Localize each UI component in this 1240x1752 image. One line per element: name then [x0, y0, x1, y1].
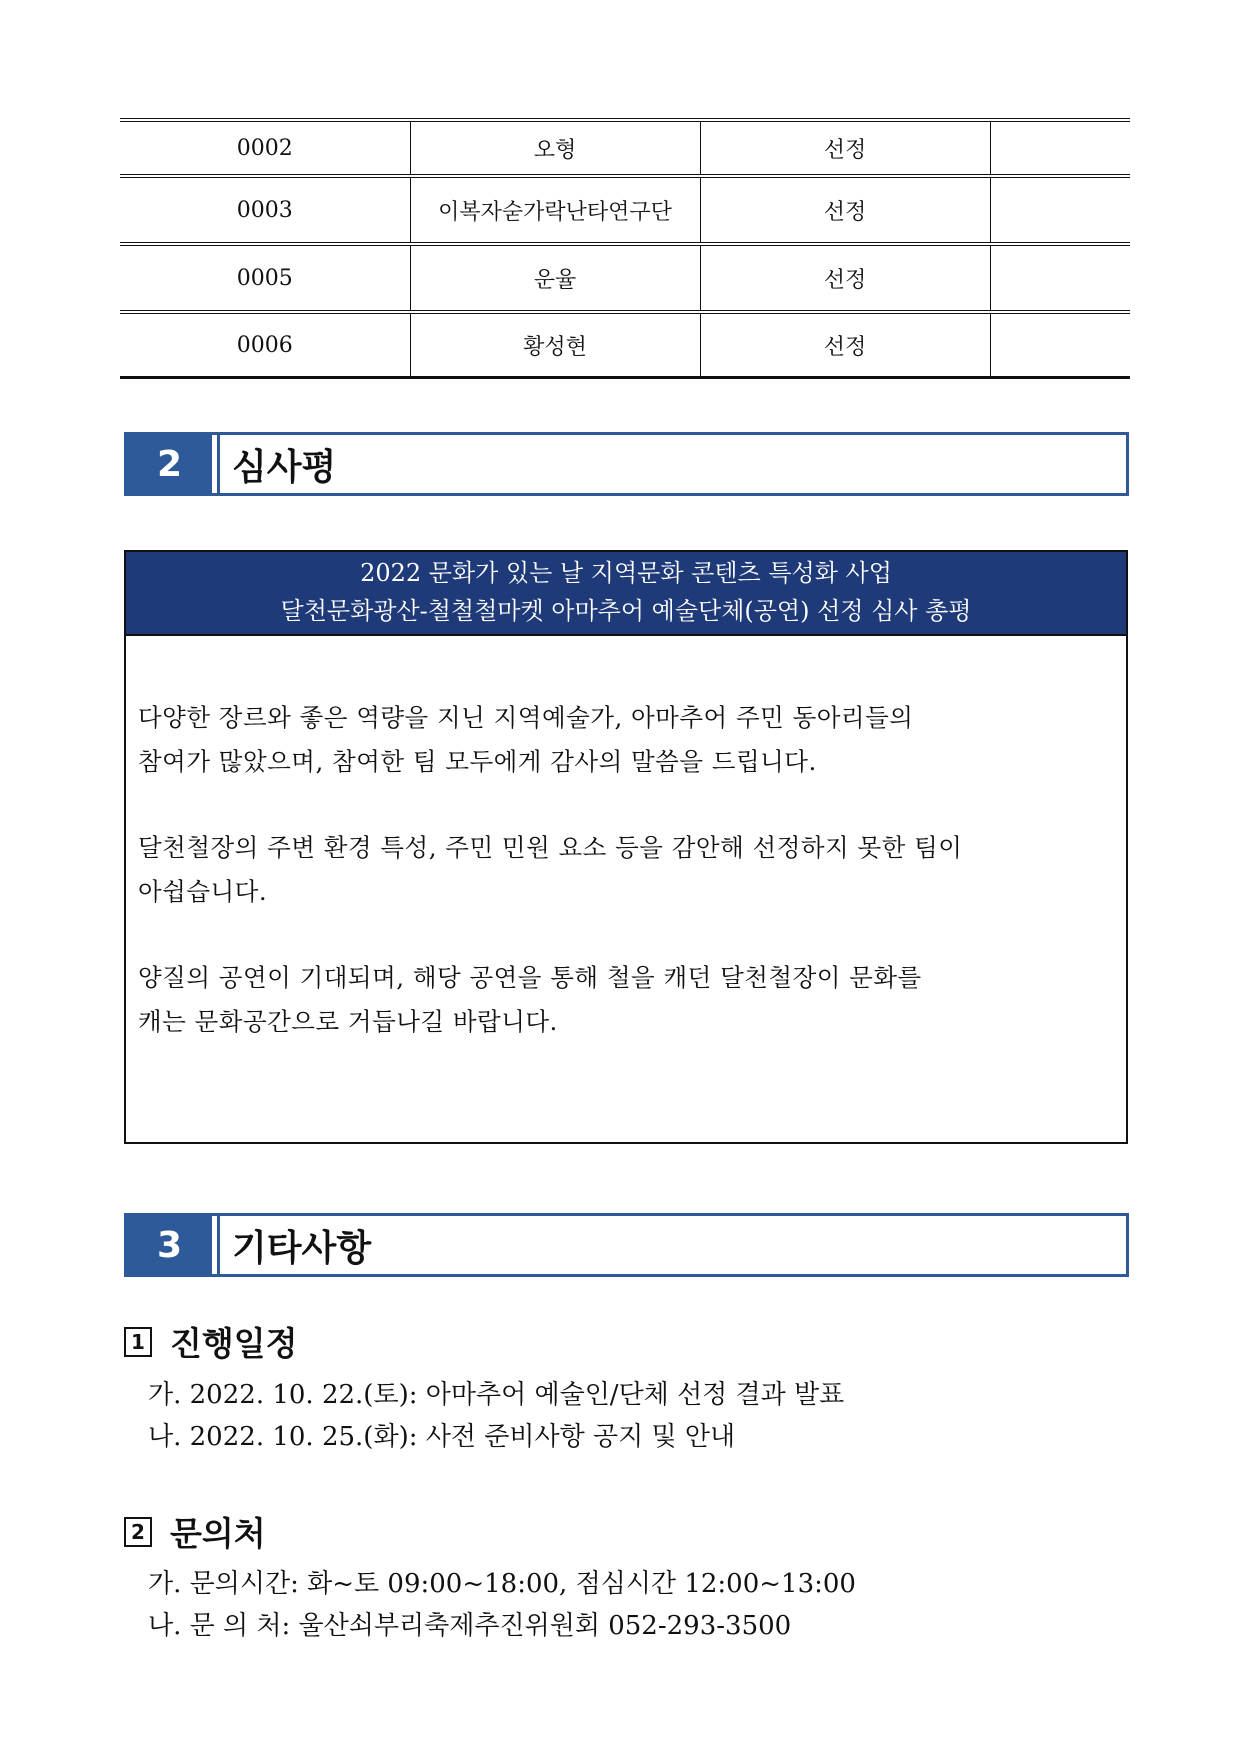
section-title: 심사평: [217, 435, 1126, 493]
subsection-title: 진행일정: [170, 1324, 298, 1363]
schedule-list: [148, 1374, 844, 1458]
review-line: 캐는 문화공간으로 거듭나길 바랍니다.: [138, 1007, 558, 1036]
section-title: 기타사항: [217, 1216, 1126, 1274]
review-paragraph: [138, 956, 1112, 1044]
review-body: [126, 636, 1126, 1044]
list-item: 가. 2022. 10. 22.(토): 아마추어 예술인/단체 선정 결과 발표: [148, 1380, 845, 1410]
subsection-schedule-title: [124, 1318, 298, 1365]
contact-list: [148, 1563, 856, 1647]
review-line: 달천철장의 주변 환경 특성, 주민 민원 요소 등을 감안해 선정하지 못한 팀이: [138, 833, 963, 862]
boxed-number: 1: [124, 1327, 152, 1357]
applicant-name: 황성현: [410, 312, 700, 378]
applicant-name: 오형: [410, 120, 700, 176]
list-item: 나. 문 의 처: 울산쇠부리축제추진위원회 052-293-3500: [148, 1611, 792, 1641]
section-header-other: [124, 1213, 1129, 1277]
note-cell: [990, 312, 1130, 378]
applicant-number: 0002: [120, 120, 410, 176]
selection-result: 선정: [700, 312, 990, 378]
section-number: 2: [127, 435, 212, 493]
table-row: [120, 176, 1130, 244]
applicant-name: 이복자숟가락난타연구단: [410, 176, 700, 244]
review-line: 다양한 장르와 좋은 역량을 지닌 지역예술가, 아마추어 주민 동아리들의: [138, 703, 914, 732]
review-heading-line: 2022 문화가 있는 날 지역문화 콘텐츠 특성화 사업: [360, 559, 892, 587]
table-row: [120, 244, 1130, 312]
selection-result: 선정: [700, 244, 990, 312]
applicant-name: 운율: [410, 244, 700, 312]
boxed-number: 2: [124, 1517, 152, 1547]
review-line: 아쉽습니다.: [138, 877, 268, 906]
subsection-contact-title: [124, 1508, 266, 1555]
section-header-review: [124, 432, 1129, 496]
table-row: [120, 312, 1130, 378]
table-row: [120, 120, 1130, 176]
subsection-title: 문의처: [170, 1514, 266, 1553]
selection-result: 선정: [700, 176, 990, 244]
selection-result: 선정: [700, 120, 990, 176]
section-number: 3: [127, 1216, 212, 1274]
applicant-number: 0006: [120, 312, 410, 378]
selection-result-table: [120, 118, 1130, 379]
review-line: 참여가 많았으며, 참여한 팀 모두에게 감사의 말씀을 드립니다.: [138, 747, 817, 776]
list-item: 가. 문의시간: 화~토 09:00~18:00, 점심시간 12:00~13:00: [148, 1569, 856, 1599]
review-paragraph: [138, 826, 1112, 914]
note-cell: [990, 176, 1130, 244]
review-line: 양질의 공연이 기대되며, 해당 공연을 통해 철을 캐던 달천철장이 문화를: [138, 963, 922, 992]
note-cell: [990, 120, 1130, 176]
review-paragraph: [138, 696, 1112, 784]
list-item: 나. 2022. 10. 25.(화): 사전 준비사항 공지 및 안내: [148, 1422, 736, 1452]
note-cell: [990, 244, 1130, 312]
review-heading-line: 달천문화광산-철철철마켓 아마추어 예술단체(공연) 선정 심사 총평: [280, 597, 972, 625]
review-summary-box: [124, 550, 1128, 1144]
applicant-number: 0005: [120, 244, 410, 312]
review-box-heading: [126, 552, 1126, 636]
applicant-number: 0003: [120, 176, 410, 244]
